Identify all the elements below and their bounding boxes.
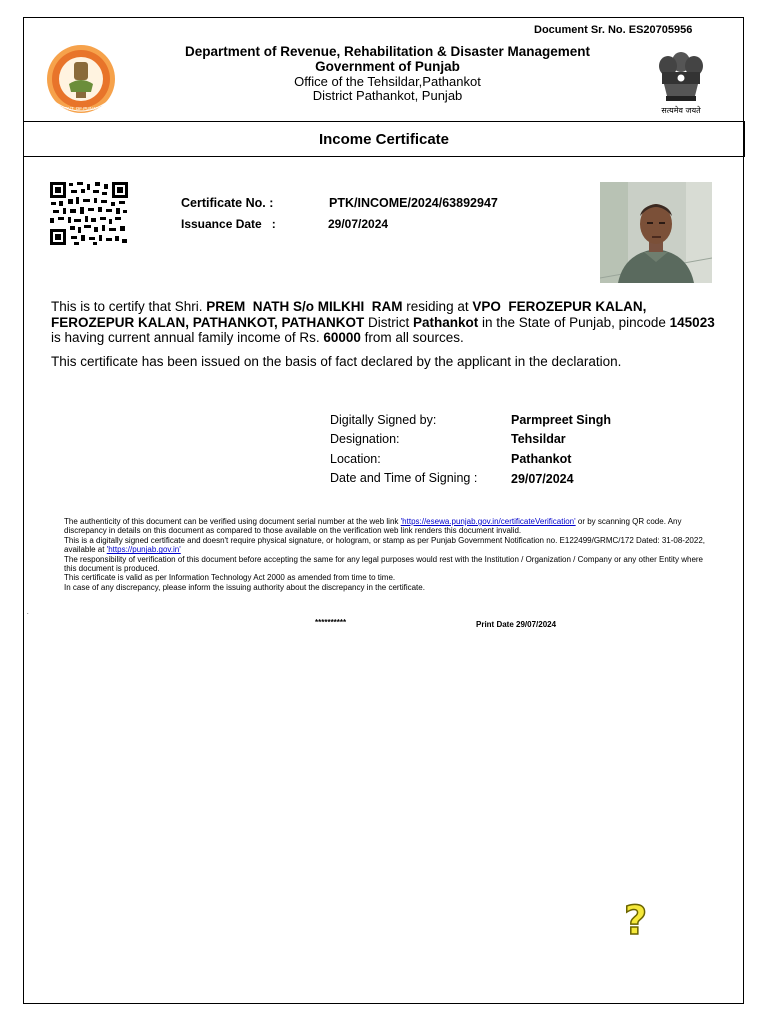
- certificate-title: Income Certificate: [318, 131, 450, 148]
- applicant-district: Pathankot: [413, 314, 479, 330]
- designation-label: Designation:: [330, 432, 400, 446]
- punjab-gov-link[interactable]: 'https://punjab.gov.in': [106, 545, 181, 555]
- svg-text:GOVT. OF PUNJAB: GOVT. OF PUNJAB: [60, 106, 102, 111]
- district-name: District Pathankot, Punjab: [312, 88, 463, 103]
- signing-datetime-value: 29/07/2024: [511, 472, 574, 486]
- question-mark-icon[interactable]: ?: [624, 898, 648, 944]
- footer-note-digital-signature: This is a digitally signed certificate and doesn't require physical signature, or hologram, or stamp as per Punjab Government Notification no. E122499/GRMC/172 Dated: 31-08-2022, available at 'https://punjab.gov.in': [64, 535, 705, 555]
- svg-text:सत्यमेव जयते: सत्यमेव जयते: [661, 106, 701, 115]
- department-name: Department of Revenue, Rehabilitation & Disaster Management: [184, 44, 591, 59]
- margin-dot: .: [27, 610, 29, 616]
- footer-note-it-act: This certificate is valid as per Information Technology Act 2000 as amended from time to time.: [64, 573, 396, 583]
- verification-link[interactable]: 'https://esewa.punjab.gov.in/certificateVerification': [400, 517, 576, 526]
- certificate-number-value: PTK/INCOME/2024/63892947: [329, 196, 498, 210]
- office-name: Office of the Tehsildar,Pathankot: [294, 74, 481, 89]
- separator-stars: **********: [315, 618, 347, 627]
- signing-datetime-label: Date and Time of Signing :: [330, 471, 478, 485]
- location-value: Pathankot: [511, 452, 572, 466]
- certificate-frame: [23, 17, 744, 1004]
- applicant-name: PREM NATH S/o MILKHI RAM: [206, 299, 403, 314]
- punjab-government-logo: [43, 42, 120, 117]
- applicant-address: VPO FEROZEPUR KALAN, FEROZEPUR KALAN, PATHANKOT, PATHANKOT: [51, 299, 651, 330]
- footer-note-responsibility: The responsibility of verification of this document before accepting the same for any legal purposes would rest with the Institution / Organization / Company or any other Entity where this document is produced.: [64, 554, 703, 574]
- certificate-number-label: Certificate No. :: [181, 196, 274, 210]
- issuance-date-label: Issuance Date :: [181, 217, 276, 231]
- print-date: Print Date 29/07/2024: [476, 620, 557, 629]
- title-box: [23, 121, 745, 157]
- designation-value: Tehsildar: [511, 432, 566, 446]
- national-emblem: [644, 42, 718, 118]
- document-serial-number: Document Sr. No. ES20705956: [534, 24, 693, 36]
- footer-note-discrepancy: In case of any discrepancy, please inform the issuing authority about the discrepancy in the certificate.: [64, 582, 425, 592]
- applicant-photo: [600, 182, 712, 283]
- certification-statement: This is to certify that Shri. PREM NATH S/o MILKHI RAM residing at VPO FEROZEPUR KALAN, FEROZEPUR KALAN, PATHANKOT, PATHANKOT District Pathankot in the State of Punjab, pincode 145023 is having current annual family income of Rs. 60000 from all sources.: [51, 299, 715, 345]
- location-label: Location:: [330, 452, 381, 466]
- issuance-date-value: 29/07/2024: [328, 217, 389, 231]
- qr-code[interactable]: [49, 181, 129, 246]
- applicant-pincode: 145023: [669, 314, 715, 330]
- government-name: Government of Punjab: [315, 59, 460, 74]
- annual-income: 60000: [323, 330, 361, 345]
- basis-statement: This certificate has been issued on the basis of fact declared by the applicant in the declaration.: [51, 354, 622, 369]
- footer-note-verification: The authenticity of this document can be verified using document serial number at the web link 'https://esewa.punjab.gov.in/certificateVerification' or by scanning QR code. Any discrepancy in details on this document as compared to those available on the verification web link renders this document invalid.: [64, 517, 682, 536]
- signed-by-value: Parmpreet Singh: [511, 413, 612, 427]
- footer-notes: [64, 517, 714, 592]
- signed-by-label: Digitally Signed by:: [330, 413, 437, 427]
